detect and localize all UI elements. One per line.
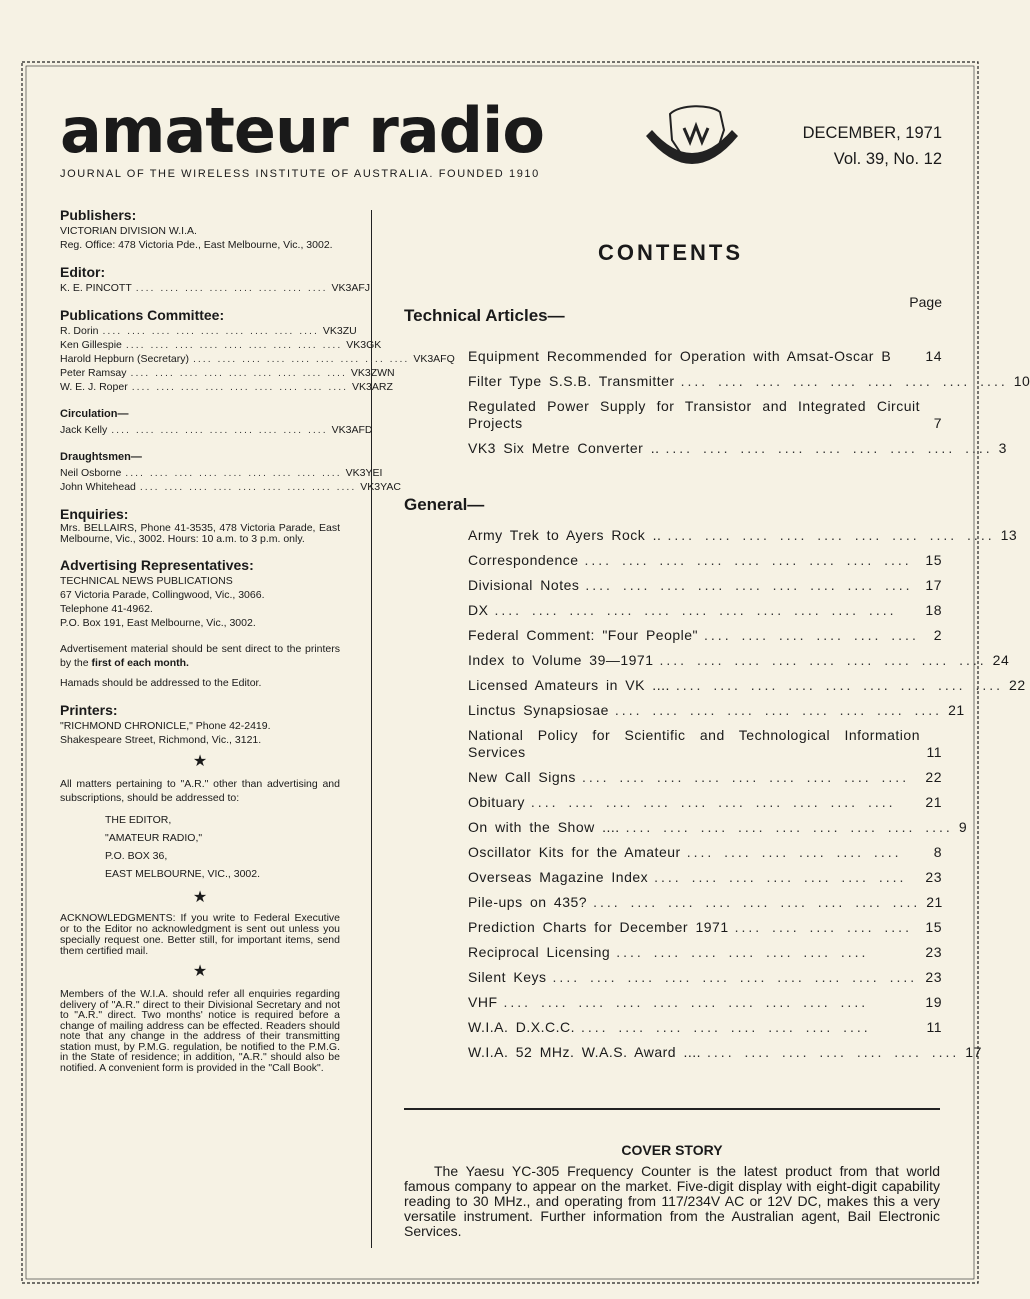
issue-volume: Vol. 39, No. 12 [833,150,942,168]
editor-address [60,811,340,883]
staff-callsign: VK3ZWN [350,367,395,379]
staff-name: Peter Ramsay [60,367,127,379]
editor-heading: Editor: [60,264,106,280]
entry-page: 21 [926,894,943,910]
entry-page: 22 [925,769,942,785]
entry-page: 15 [925,552,942,568]
leader-dots: .... .... .... .... .... .... .... .... .... [192,353,410,365]
leader-dots: .... .... .... .... .... .... [686,844,902,860]
leader-dots: .... .... .... .... .... .... .... .... .... .... [552,969,918,985]
entry-title: Silent Keys [468,969,547,985]
leader-dots: .... .... .... .... .... .... .... .... .... [659,652,987,668]
entry-title: Obituary [468,794,525,810]
circulation-section [60,407,373,437]
entry-title: Filter Type S.S.B. Transmitter [468,373,675,389]
entry-title: Prediction Charts for December 1971 [468,919,729,935]
entry-page: 22 [1009,677,1026,693]
contents-entry[interactable] [468,994,942,1011]
entry-title: W.I.A. D.X.C.C. [468,1019,575,1035]
leader-dots: .... .... .... .... .... .... .... .... .... .... [503,994,869,1010]
leader-dots: .... .... .... .... .... .... .... .... .... [125,467,342,479]
staff-callsign: VK3YEI [345,467,383,479]
contents-entry[interactable] [468,398,942,432]
technical-heading: Technical Articles— [404,306,565,325]
entry-title: Correspondence [468,552,579,568]
entry-page: 8 [933,844,942,860]
entry-title: Reciprocal Licensing [468,944,611,960]
entry-page: 10 [1013,373,1030,389]
staff-name: John Whitehead [60,481,136,493]
staff-row [60,466,383,480]
staff-callsign: VK3ARZ [352,381,393,393]
matters-section [60,777,340,883]
entry-page: 23 [925,869,942,885]
entry-title: Linctus Synapsiosae [468,702,609,718]
masthead [60,94,544,180]
emblem-text: WIRELESS INSTITUTE OF AUSTRALIA [646,164,738,170]
draughtsmen-section [60,450,401,494]
leader-dots: .... .... .... .... .... .... .... .... .... [102,325,319,337]
entry-page: 2 [933,627,942,643]
staff-name: Ken Gillespie [60,339,122,351]
magazine-title: amateur radio [60,94,544,167]
entry-title: Index to Volume 39—1971 [468,652,654,668]
contents-entry[interactable] [468,844,942,861]
leader-dots: .... .... .... .... .... .... .... .... .... [585,577,913,593]
contents-entry[interactable] [468,794,942,811]
printers-line: Shakespeare Street, Richmond, Vic., 3121. [60,734,262,746]
leader-dots: .... .... .... .... .... .... .... .... .... [130,367,347,379]
contents-entry[interactable] [468,894,942,911]
staff-callsign: VK3AFD [331,424,373,436]
magazine-subtitle: JOURNAL OF THE WIRELESS INSTITUTE OF AUSTRALIA. FOUNDED 1910 [60,168,540,180]
entry-title: Oscillator Kits for the Amateur [468,844,681,860]
entry-page: 9 [958,819,968,835]
entry-page: 18 [925,602,942,618]
leader-dots: .... .... .... .... .... .... .... .... .... [131,381,349,393]
leader-dots: .... .... .... .... .... .... .... .... .... [667,527,995,543]
leader-dots: .... .... .... .... .... [734,919,912,935]
hamads-note: Hamads should be addressed to the Editor. [60,677,262,689]
members-note: Members of the W.I.A. should refer all enquiries regarding delivery of "A.R." direct to their Divisional Secretary and not to "A.R." direct. Two months' notice is required before a change of mailing address can be effected. Readers should note that any change in the address of their transmitting station must, by P.M.G. regulation, be notified to the P.M.G. in the State of residence; in addition, "A.R." should also be notified. A convenient form is provided in the "Call Book". [60,988,340,1074]
advertising-heading: Advertising Representatives: [60,557,254,573]
entry-title: Regulated Power Supply for Transistor and Integrated Circuit Projects [468,398,920,431]
contents-entry[interactable] [468,727,942,761]
contents-entry[interactable] [468,348,942,365]
matters-text: All matters pertaining to "A.R." other than advertising and subscriptions, should be addressed to: [60,778,340,804]
general-heading: General— [404,495,485,514]
staff-name: Harold Hepburn (Secretary) [60,353,189,365]
wia-emblem-icon [640,100,744,184]
contents-entry[interactable] [468,627,942,644]
contents-column [404,240,1030,1069]
contents-entry[interactable] [468,552,942,569]
star-separator: ★ [192,753,208,770]
entry-title: On with the Show .... [468,819,620,835]
leader-dots: .... .... .... .... .... .... .... .... .... [584,552,912,568]
contents-entry[interactable] [468,919,942,936]
advertising-line: Telephone 41-4962. [60,603,153,615]
advertising-note-deadline: first of each month. [91,657,189,669]
contents-title: CONTENTS [598,240,743,265]
entry-page: 23 [925,969,942,985]
entry-page: 19 [925,994,942,1010]
leader-dots: .... .... .... .... .... .... .... .... .... [625,819,953,835]
staff-row [60,423,373,437]
staff-row [60,338,382,352]
entry-page: 11 [926,744,942,760]
leader-dots: .... .... .... .... .... .... .... .... .... .... .... [494,602,897,618]
advertising-line: 67 Victoria Parade, Collingwood, Vic., 3066. [60,589,265,601]
entry-page: 7 [933,415,942,431]
entry-title: Overseas Magazine Index [468,869,649,885]
enquiries-text: Mrs. BELLAIRS, Phone 41-3535, 478 Victoria Parade, East Melbourne, Vic., 3002. Hours: 10 a.m. to 3 p.m. only. [60,522,340,545]
cover-story-heading: COVER STORY [621,1142,723,1158]
leader-dots: .... .... .... .... .... .... .... .... .... [680,373,1008,389]
cover-story-text: The Yaesu YC-305 Frequency Counter is the latest product from that world famous company to appear on the market. Five-digit display with eight-digit capability reading to 30 MHz., and operating from 117/234V AC or 12V DC, makes this a very versatile instrument. Further information from the Australian agent, Bail Electronic Services. [404,1163,940,1239]
cover-story-divider [404,1108,940,1110]
staff-row [60,380,393,394]
address-line: EAST MELBOURNE, VIC., 3002. [105,868,261,880]
acknowledgments-text: ACKNOWLEDGMENTS: If you write to Federal Executive or to the Editor no acknowledgment is sent out unless you specially request one. Better still, for important items, send them certified mail. [60,912,340,957]
advertising-line: TECHNICAL NEWS PUBLICATIONS [60,575,233,587]
entry-page: 21 [948,702,965,718]
staff-row [60,324,357,338]
entry-title: Equipment Recommended for Operation with Amsat-Oscar B [468,348,892,364]
staff-callsign: VK3GK [346,339,382,351]
editor-section [60,264,371,295]
enquiries-heading: Enquiries: [60,506,129,522]
contents-entry[interactable] [468,602,942,619]
publishers-section [60,208,340,252]
leader-dots: .... .... .... .... .... .... .... .... .... [675,677,1004,693]
address-line: "AMATEUR RADIO," [105,832,203,844]
contents-entry[interactable] [468,1044,982,1061]
leader-dots: .... .... .... .... .... .... .... .... .... [665,440,993,456]
contents-entry[interactable] [468,652,1010,669]
entry-title: W.I.A. 52 MHz. W.A.S. Award .... [468,1044,702,1060]
circulation-heading: Circulation— [60,408,129,420]
leader-dots: .... .... .... .... .... .... .... .... .... [139,481,357,493]
staff-callsign: VK3YAC [360,481,401,493]
contents-entry[interactable] [468,702,965,719]
staff-row [60,480,401,494]
staff-callsign: VK3ZU [322,325,357,337]
contents-entry[interactable] [468,769,942,786]
committee-heading: Publications Committee: [60,307,225,323]
advertising-line: P.O. Box 191, East Melbourne, Vic., 3002. [60,617,256,629]
entry-page: 21 [925,794,942,810]
contents-entry[interactable] [468,944,942,961]
leader-dots: .... .... .... .... .... .... .... .... .... [593,894,921,910]
contents-entry[interactable] [468,577,942,594]
entry-title: Pile-ups on 435? [468,894,588,910]
star-separator: ★ [192,889,208,906]
advertising-note-text: Advertisement material should be sent direct to the printers by the [60,643,340,669]
leader-dots: .... .... .... .... .... .... [704,627,919,643]
entry-page: 17 [925,577,942,593]
entry-page: 24 [992,652,1010,668]
address-line: THE EDITOR, [105,814,172,826]
publishers-line: Reg. Office: 478 Victoria Pde., East Melbourne, Vic., 3002. [60,239,333,251]
printers-heading: Printers: [60,702,118,718]
staff-row [60,281,371,295]
entry-title: VK3 Six Metre Converter .. [468,440,660,456]
leader-dots: .... .... .... .... .... .... .... .... [135,282,328,294]
general-list [468,527,1026,1061]
contents-entry[interactable] [468,819,968,836]
staff-callsign: VK3AFJ [331,282,371,294]
entry-title: Licensed Amateurs in VK .... [468,677,670,693]
leader-dots: .... .... .... .... .... .... .... .... .... [614,702,943,718]
entry-title: National Policy for Scientific and Technological Information Services [468,727,920,760]
entry-page: 14 [925,348,942,364]
contents-entry[interactable] [468,440,1007,457]
leader-dots: .... .... .... .... .... .... .... .... .... [125,339,343,351]
issue-date: DECEMBER, 1971 [802,124,942,142]
entry-title: Divisional Notes [468,577,580,593]
entry-page: 15 [925,919,942,935]
contents-entry[interactable] [468,677,1026,694]
draughtsmen-heading: Draughtsmen— [60,451,142,463]
staff-name: K. E. PINCOTT [60,282,132,294]
contents-entry[interactable] [468,373,1030,390]
staff-name: R. Dorin [60,325,99,337]
entry-title: DX [468,602,489,618]
leader-dots: .... .... .... .... .... .... .... .... .... [111,424,328,436]
entry-page: 17 [965,1044,982,1060]
printers-section [60,703,340,747]
advertising-section [60,558,340,690]
entry-title: New Call Signs [468,769,576,785]
staff-callsign: VK3AFQ [413,353,455,365]
advertising-note [60,642,340,670]
entry-page: 3 [998,440,1007,456]
leader-dots: .... .... .... .... .... .... .... [654,869,907,885]
entry-page: 11 [926,1019,942,1035]
entry-title: Federal Comment: "Four People" [468,627,699,643]
address-line: P.O. BOX 36, [105,850,168,862]
star-separator: ★ [192,963,208,980]
staff-name: W. E. J. Roper [60,381,128,393]
leader-dots: .... .... .... .... .... .... .... .... .... [581,769,910,785]
staff-row [60,352,455,366]
enquiries-section [60,507,340,545]
leader-dots: .... .... .... .... .... .... .... [707,1044,960,1060]
publishers-line: VICTORIAN DIVISION W.I.A. [60,225,197,237]
contents-entry[interactable] [468,527,1018,544]
contents-entry[interactable] [468,869,942,886]
publishers-heading: Publishers: [60,207,137,223]
committee-section [60,307,455,394]
printers-line: "RICHMOND CHRONICLE," Phone 42-2419. [60,720,271,732]
leader-dots: .... .... .... .... .... .... .... .... .... .... [530,794,896,810]
staff-row [60,366,395,380]
entry-title: VHF [468,994,498,1010]
issue-info [760,120,942,172]
staff-name: Jack Kelly [60,424,108,436]
technical-list [468,348,1030,457]
entry-page: 13 [1000,527,1018,543]
leader-dots: .... .... .... .... .... .... .... .... [580,1019,871,1035]
contents-entry[interactable] [468,1019,942,1036]
page-column-heading: Page [909,294,942,310]
entry-title: Army Trek to Ayers Rock .. [468,527,662,543]
cover-story [404,1143,940,1239]
contents-entry[interactable] [468,969,942,986]
staff-name: Neil Osborne [60,467,122,479]
entry-page: 23 [925,944,942,960]
leader-dots: .... .... .... .... .... .... .... [616,944,869,960]
